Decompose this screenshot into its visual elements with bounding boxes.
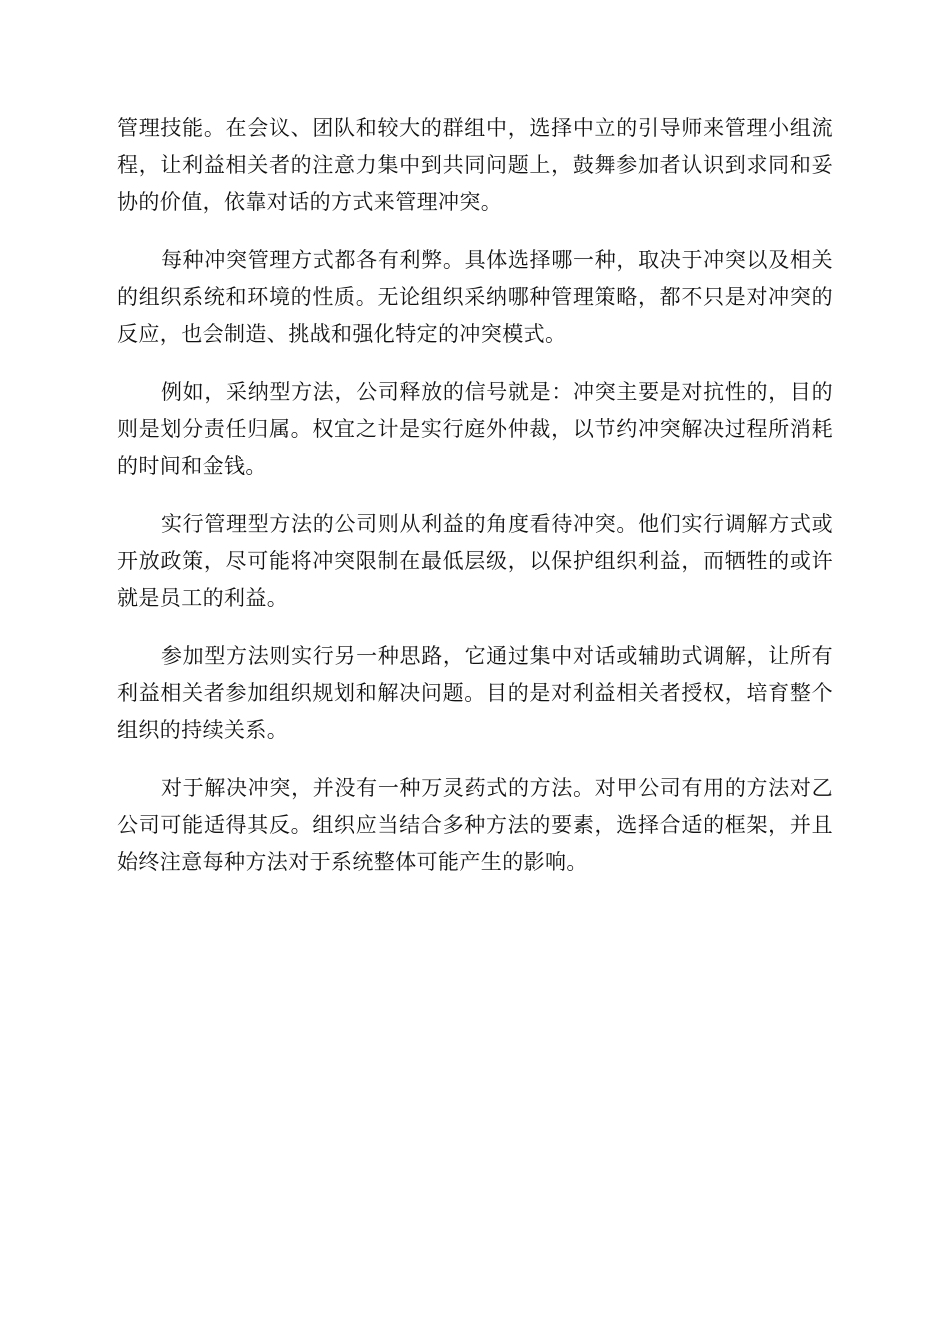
- paragraph: 例如，采纳型方法，公司释放的信号就是：冲突主要是对抗性的，目的则是划分责任归属。权宜之计是实行庭外仲裁，以节约冲突解决过程所消耗的时间和金钱。: [117, 380, 833, 478]
- document-body: [117, 110, 833, 902]
- paragraph: 每种冲突管理方式都各有利弊。具体选择哪一种，取决于冲突以及相关的组织系统和环境的性质。无论组织采纳哪种管理策略，都不只是对冲突的反应，也会制造、挑战和强化特定的冲突模式。: [117, 248, 833, 346]
- paragraph: 实行管理型方法的公司则从利益的角度看待冲突。他们实行调解方式或开放政策，尽可能将冲突限制在最低层级，以保护组织利益，而牺牲的或许就是员工的利益。: [117, 512, 833, 610]
- paragraph-continuation: 管理技能。在会议、团队和较大的群组中，选择中立的引导师来管理小组流程，让利益相关者的注意力集中到共同问题上，鼓舞参加者认识到求同和妥协的价值，依靠对话的方式来管理冲突。: [117, 116, 833, 214]
- paragraph: 参加型方法则实行另一种思路，它通过集中对话或辅助式调解，让所有利益相关者参加组织规划和解决问题。目的是对利益相关者授权，培育整个组织的持续关系。: [117, 644, 833, 742]
- paragraph: 对于解决冲突，并没有一种万灵药式的方法。对甲公司有用的方法对乙公司可能适得其反。组织应当结合多种方法的要素，选择合适的框架，并且始终注意每种方法对于系统整体可能产生的影响。: [117, 776, 833, 874]
